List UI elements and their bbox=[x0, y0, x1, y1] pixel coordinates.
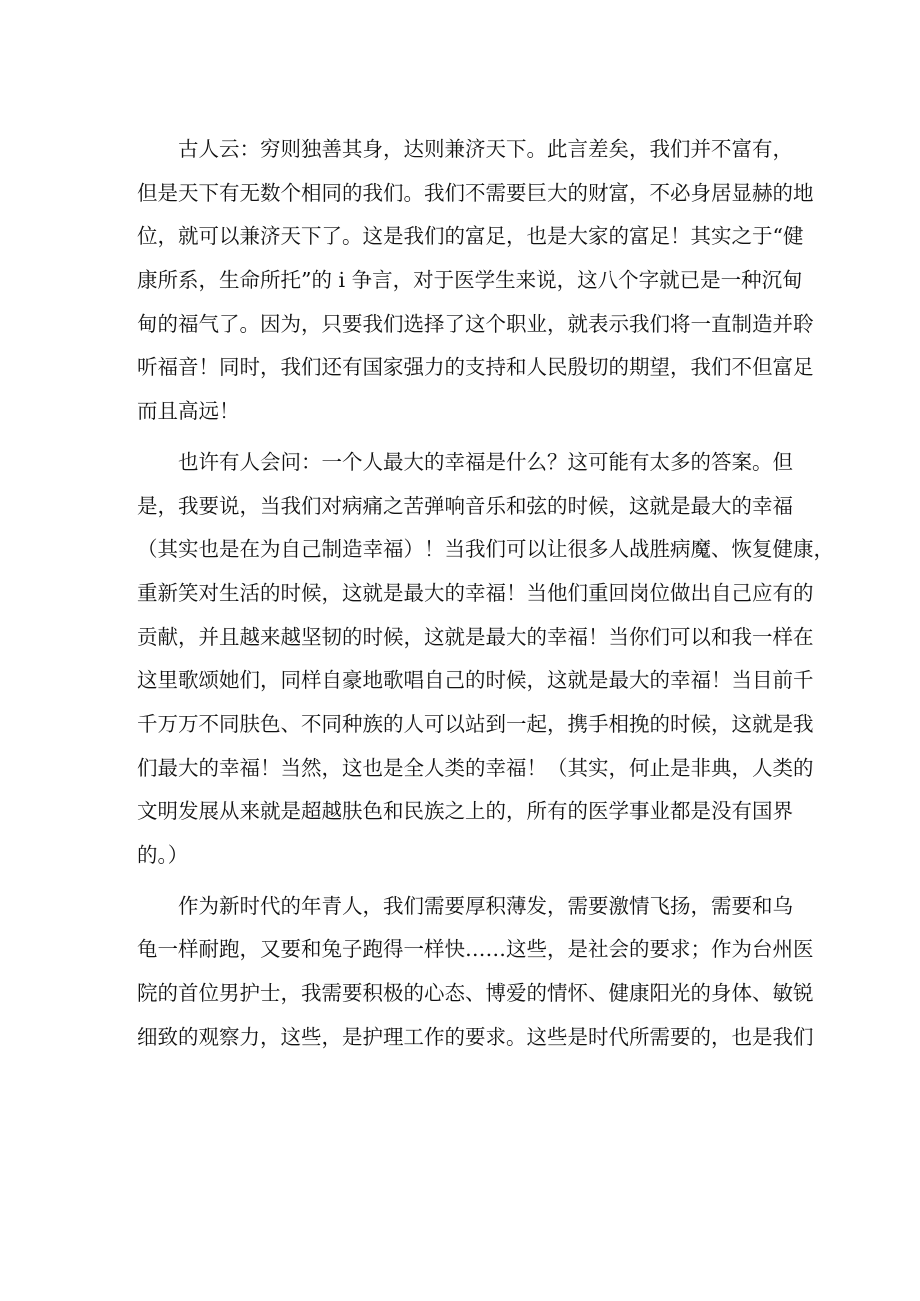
paragraph-line: 而且高远！ bbox=[137, 399, 240, 424]
paragraph-line: 贡献，并且越来越坚韧的时候，这就是最大的幸福！当你们可以和我一样在 bbox=[137, 624, 814, 649]
paragraph-line: （其实也是在为自己制造幸福）！当我们可以让很多人战胜病魔、恢复健康， bbox=[137, 537, 834, 562]
document-body bbox=[137, 128, 834, 1059]
paragraph-line: 龟一样耐跑，又要和兔子跑得一样快……这些，是社会的要求；作为台州医 bbox=[137, 937, 814, 962]
paragraph-line: 康所系，生命所托”的 i 争言，对于医学生来说，这八个字就已是一种沉甸 bbox=[137, 268, 803, 293]
paragraph-line: 文明发展从来就是超越肤色和民族之上的，所有的医学事业都是没有国界 bbox=[137, 799, 793, 824]
paragraph-spacer bbox=[137, 434, 793, 441]
paragraph-3 bbox=[137, 885, 814, 1060]
paragraph-line: 的。） bbox=[137, 843, 189, 867]
paragraph-line: 作为新时代的年青人，我们需要厚积薄发，需要激情飞扬，需要和乌 bbox=[178, 893, 793, 918]
paragraph-2 bbox=[137, 441, 834, 878]
paragraph-line: 重新笑对生活的时候，这就是最大的幸福！当他们重回岗位做出自己应有的 bbox=[137, 580, 814, 605]
paragraph-line: 是，我要说，当我们对病痛之苦弹响音乐和弦的时候，这就是最大的幸福 bbox=[137, 493, 793, 518]
paragraph-line: 甸的福气了。因为，只要我们选择了这个职业，就表示我们将一直制造并聆 bbox=[137, 311, 814, 336]
paragraph-line: 也许有人会问：一个人最大的幸福是什么？这可能有太多的答案。但 bbox=[178, 449, 793, 474]
paragraph-line: 但是天下有无数个相同的我们。我们不需要巨大的财富，不必身居显赫的地 bbox=[137, 180, 814, 205]
paragraph-line: 古人云：穷则独善其身，达则兼济天下。此言差矣，我们并不富有， bbox=[178, 137, 793, 161]
paragraph-spacer bbox=[137, 878, 793, 885]
paragraph-line: 这里歌颂她们，同样自豪地歌唱自己的时候，这就是最大的幸福！当目前千 bbox=[137, 668, 814, 693]
paragraph-line: 位，就可以兼济天下了。这是我们的富足，也是大家的富足！其实之于“健 bbox=[137, 224, 804, 249]
paragraph-line: 细致的观察力，这些，是护理工作的要求。这些是时代所需要的，也是我们 bbox=[137, 1024, 814, 1049]
paragraph-line: 听福音！同时，我们还有国家强力的支持和人民殷切的期望，我们不但富足 bbox=[137, 355, 814, 380]
paragraph-line: 们最大的幸福！当然，这也是全人类的幸福！（其实，何止是非典，人类的 bbox=[137, 755, 814, 780]
paragraph-1 bbox=[137, 128, 814, 434]
paragraph-line: 院的首位男护士，我需要积极的心态、博爱的情怀、健康阳光的身体、敏锐 bbox=[137, 981, 814, 1006]
paragraph-line: 千万万不同肤色、不同种族的人可以站到一起，携手相挽的时候，这就是我 bbox=[137, 711, 814, 736]
